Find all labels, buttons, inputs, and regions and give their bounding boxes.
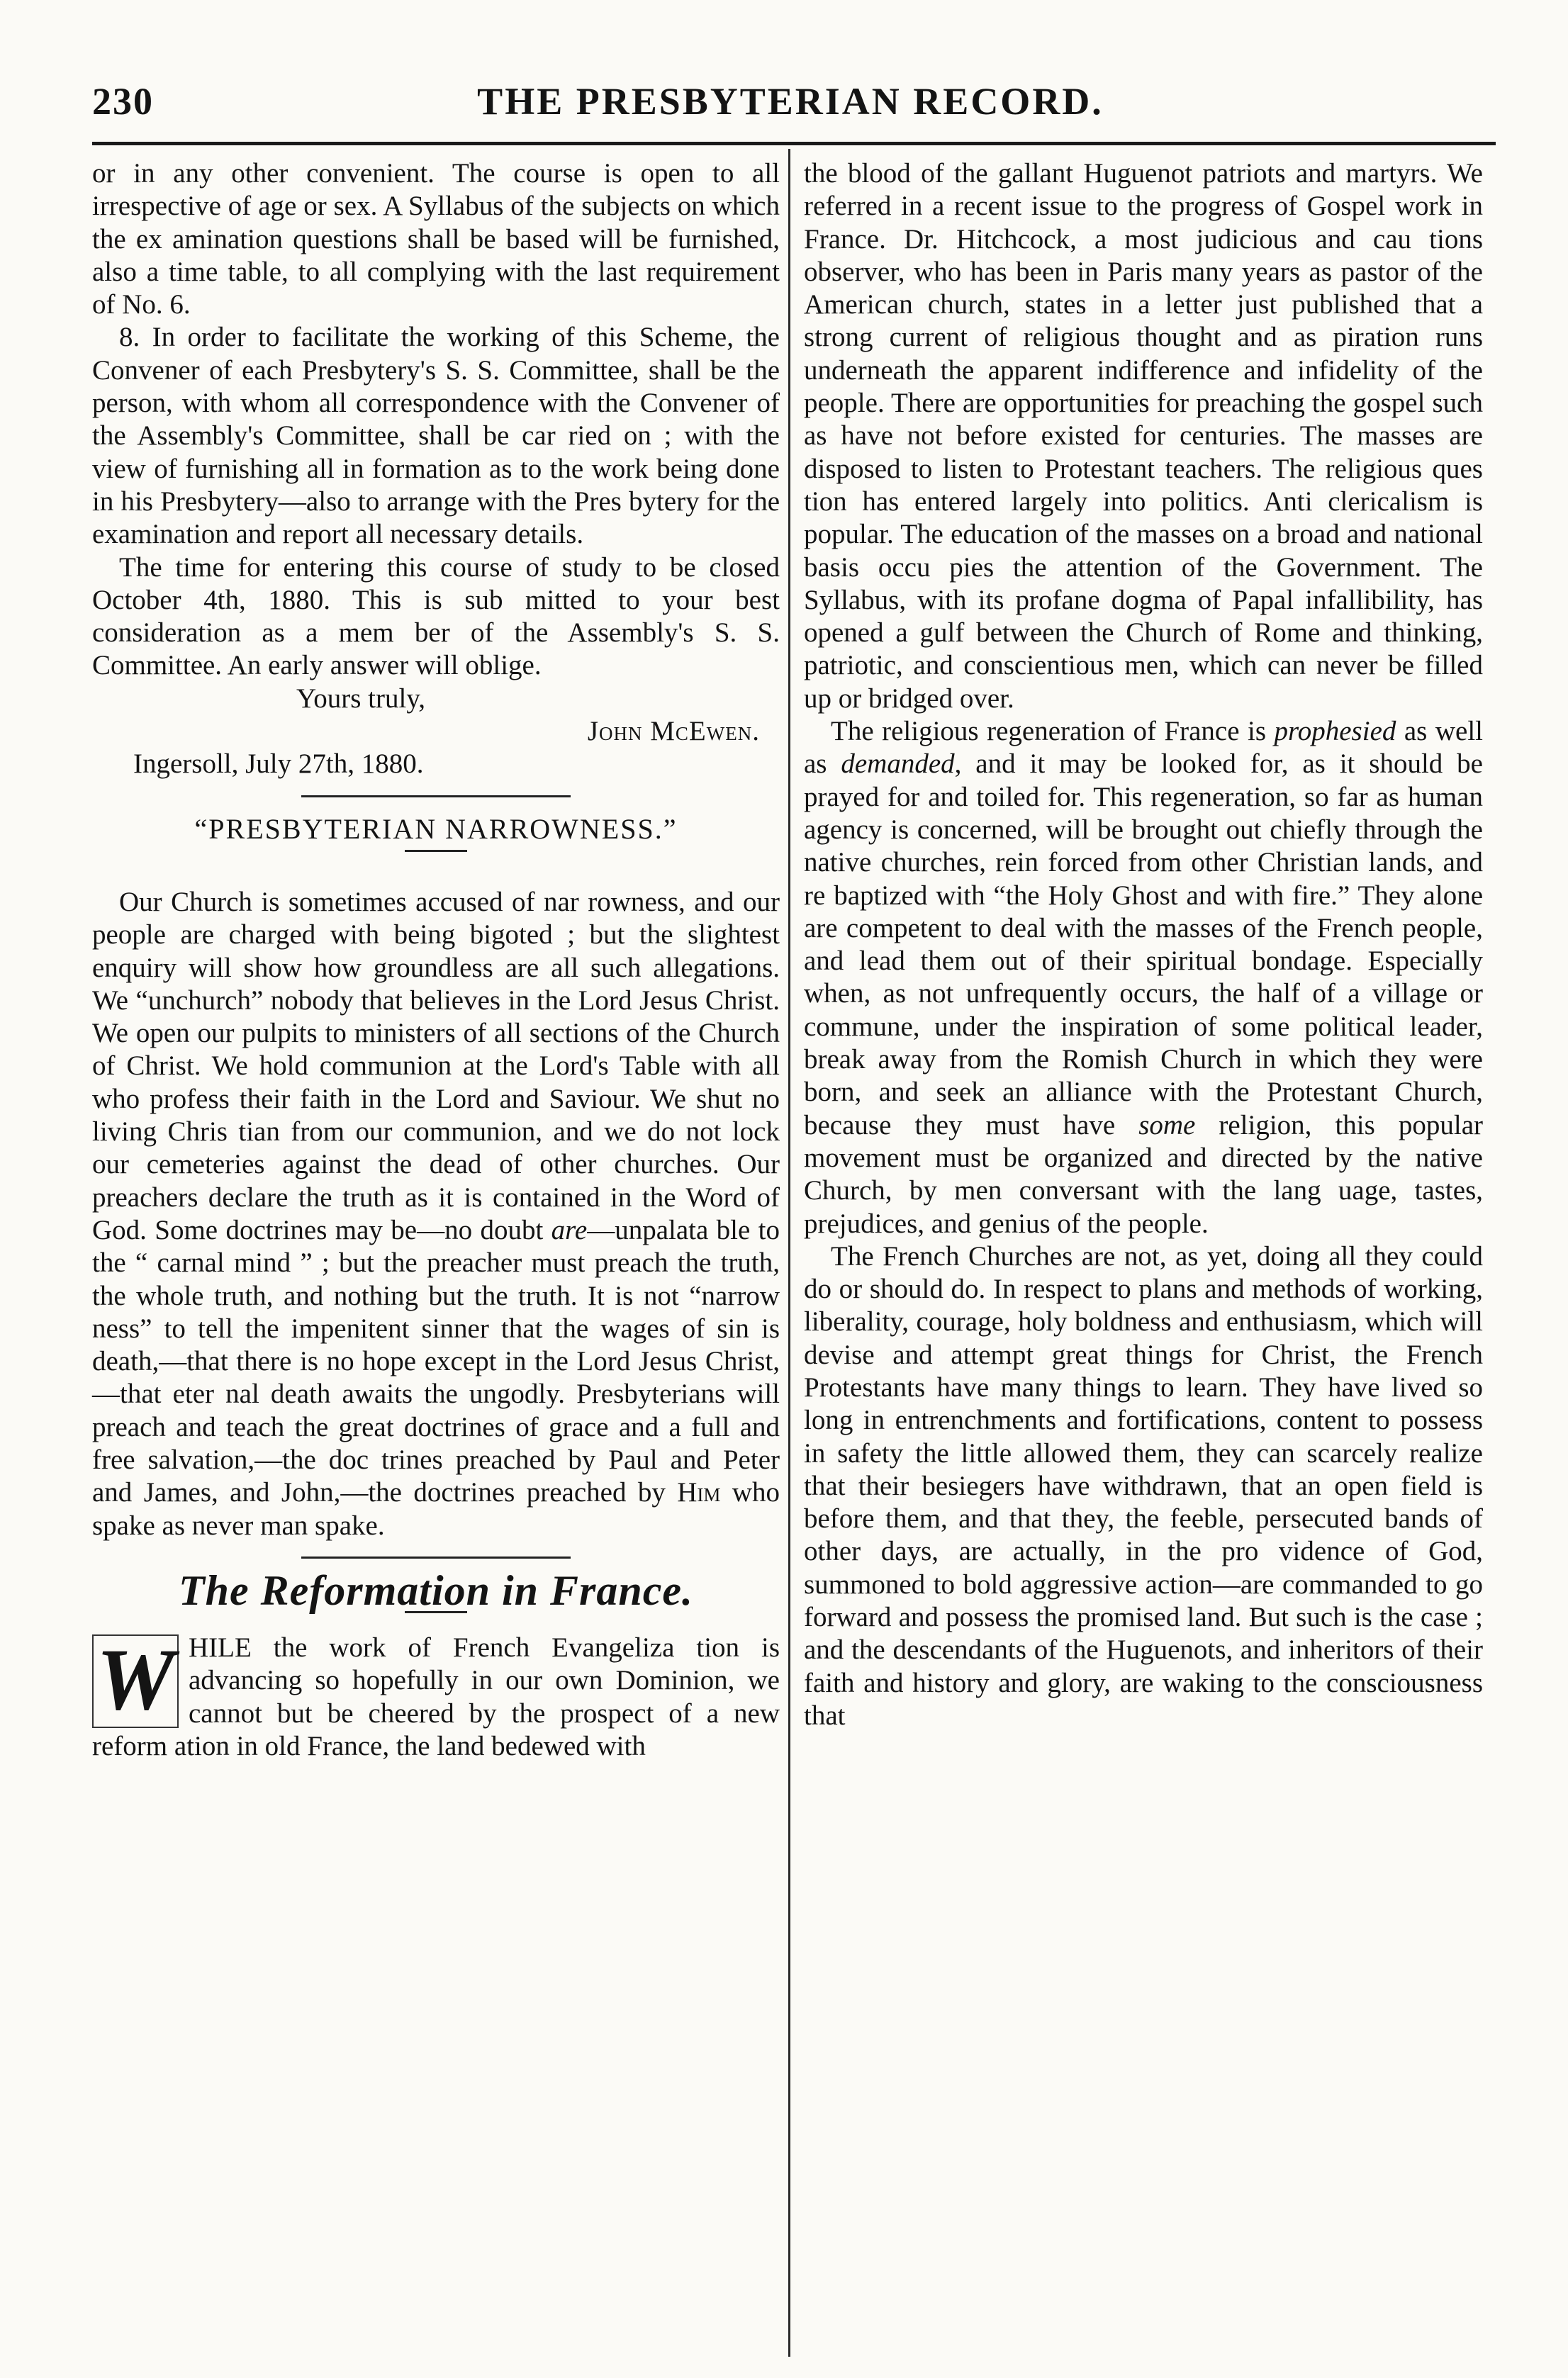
text-run: who spake as never man spake. xyxy=(92,1477,780,1541)
title-underline xyxy=(405,850,467,852)
text-run: —unpalata ble to the “ carnal mind ” ; but the preacher must preach the truth, the whole truth, and nothing but the truth. It is not “narrow ness” to tell the impenitent sinner that the wages of sin is death,—that there is no hope except in the Lord Jesus Christ,—that eter nal death awaits the ungodly. Presbyterians will preach and teach the great doctrines of grace and a full and free salvation,—the doc trines preached by Paul and Peter and James, and John,—the doctrines preached by xyxy=(92,1214,780,1508)
letter-place-date: Ingersoll, July 27th, 1880. xyxy=(133,748,424,780)
right-column xyxy=(804,157,1483,1732)
page-number: 230 xyxy=(92,80,154,123)
paragraph: HILE the work of French Evangeliza tion is advancing so hopefully in our own Dominion, we cannot but be cheered by the prospect of a new reform ation in old France, the land bedewed with xyxy=(92,1632,780,1762)
section-title: “PRESBYTERIAN NARROWNESS.” xyxy=(194,812,678,845)
page-header xyxy=(85,79,1496,136)
emphasis: some xyxy=(1138,1109,1196,1140)
paragraph: the blood of the gallant Huguenot patriots and martyrs. We referred in a recent issue to the progress of Gospel work in France. Dr. Hitchcock, a most judicious and cau tions observer, who has been in Paris many years as pastor of the American church, states in a letter just published that a strong current of religious thought and as piration runs underneath the apparent indifference and infidelity of the people. There are opportunities for preaching the gospel such as have not before existed for centuries. The masses are disposed to listen to Protestant teachers. The religious ques tion has entered largely into politics. Anti clericalism is popular. The education of the masses on a broad and national basis occu pies the attention of the Government. The Syllabus, with its profane dogma of Papal infallibility, has opened a gulf between the Church of Rome and thinking, patriotic, and conscientious men, which can never be filled up or bridged over. xyxy=(804,158,1483,714)
paragraph xyxy=(92,886,780,1542)
letter-closing: Yours truly, xyxy=(296,683,426,714)
paragraph: or in any other convenient. The course is open to all irrespective of age or sex. A Syllabus of the subjects on which the ex amination questions shall be based will be furnished, also a time table, to all complying with the last requirement of No. 6. xyxy=(92,158,780,320)
header-rule xyxy=(92,142,1496,145)
paragraph: The French Churches are not, as yet, doing all they could do or should do. In respect to plans and methods of working, liberality, courage, holy boldness and enthusiasm, which will devise and attempt great things for Christ, the French Protestants have many things to learn. They have lived so long in entrenchments and fortifications, content to possess in safety the little allowed them, they can scarcely realize that their besiegers have withdrawn, that an open field is before them, and that they, the feeble, persecuted bands of other days, are actually, in the pro vidence of God, summoned to bold aggressive action—are commanded to go forward and possess the promised land. But such is the case ; and the descendants of the Huguenots, and inheritors of their faith and history and glory, are waking to the consciousness that xyxy=(804,1240,1483,1731)
text-run: as well as xyxy=(804,716,1483,780)
section-divider xyxy=(301,1557,571,1559)
article-opening xyxy=(92,1632,780,1763)
paragraph: 8. In order to facilitate the working of this Scheme, the Convener of each Presbytery's S. S. Committee, shall be the person, with whom all correspondence with the Convener of the Assembly's Committee, shall be car ried on ; with the view of furnishing all in formation as to the work being done in his Presbytery—also to arrange with the Pres bytery for the examination and report all necessary details. xyxy=(92,322,780,550)
column-divider xyxy=(788,149,790,2357)
letter-signature: John McEwen. xyxy=(587,716,760,747)
text-run: Our Church is sometimes accused of nar rowness, and our people are charged with being bigoted ; but the slightest enquiry will show how groundless are all such allegations. We “unchurch” nobody that believes in the Lord Jesus Christ. We open our pulpits to ministers of all sections of the Church of Christ. We hold communion at the Lord's Table with all who profess their faith in the Lord and Saviour. We shut no living Chris tian from our communion, and we do not lock our cemeteries against the dead of other churches. Our preachers declare the truth as it is contained in the Word of God. Some doctrines may be—no doubt xyxy=(92,886,780,1245)
running-title: THE PRESBYTERIAN RECORD. xyxy=(477,80,1104,123)
small-caps: Him xyxy=(677,1477,721,1508)
emphasis: are xyxy=(551,1214,588,1245)
paragraph xyxy=(804,715,1483,1240)
text-run: , and it may be looked for, as it should be prayed for and toiled for. This regeneration, so far as human agency is concerned, will be brought out chiefly through the native churches, rein forced from other Christian lands, and re baptized with “the Holy Ghost and with fire.” They alone are competent to deal with the masses of the French people, and lead them out of their spiritual bondage. Especially when, as not unfrequently occurs, the half of a village or commune, under the inspiration of some political leader, break away from the Romish Church in which they were born, and seek an alliance with the Protestant Church, because they must have xyxy=(804,748,1483,1140)
text-run: The religious regeneration of France is xyxy=(831,716,1275,747)
paragraph: The time for entering this course of study to be closed October 4th, 1880. This is sub mitted to your best consideration as a mem ber of the Assembly's S. S. Committee. An early answer will oblige. xyxy=(92,551,780,681)
emphasis: prophesied xyxy=(1274,716,1396,747)
section-divider xyxy=(301,795,571,797)
text-run: religion, this popular movement must be organized and directed by the native Church, by men conversant with the lang uage, tastes, prejudices, and genius of the people. xyxy=(804,1109,1483,1239)
left-column xyxy=(92,157,780,1763)
emphasis: demanded xyxy=(841,748,955,780)
drop-cap: W xyxy=(92,1634,179,1728)
article-title: The Reformation in France. xyxy=(178,1566,694,1614)
